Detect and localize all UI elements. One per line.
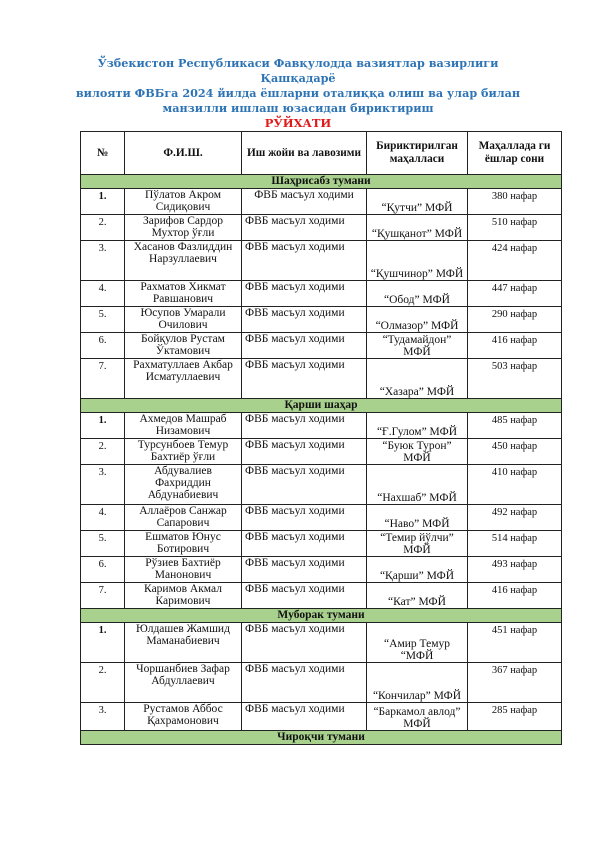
document-subtitle: РЎЙХАТИ xyxy=(264,116,332,130)
table-row xyxy=(81,281,562,307)
person-name: Рустамов Аббос Қахрамонович xyxy=(125,703,242,731)
table-row xyxy=(81,557,562,583)
job-title: ФВБ масъул ходими xyxy=(242,505,367,531)
job-title: ФВБ масъул ходими xyxy=(242,623,367,663)
table-row xyxy=(81,663,562,703)
youth-count: 485 нафар xyxy=(468,413,562,439)
table-row xyxy=(81,531,562,557)
row-number: 5. xyxy=(81,307,125,333)
job-title: ФВБ масъул ходими xyxy=(242,281,367,307)
person-name: Каримов Акмал Каримович xyxy=(125,583,242,609)
mahalla-name: “Обод” МФЙ xyxy=(367,281,468,307)
youth-count: 493 нафар xyxy=(468,557,562,583)
job-title: ФВБ масъул ходими xyxy=(242,241,367,281)
job-title: ФВБ масъул ходими xyxy=(242,307,367,333)
table-header-row xyxy=(81,132,562,175)
row-number: 2. xyxy=(81,215,125,241)
row-number: 1. xyxy=(81,623,125,663)
mahalla-name: “Амир Темур “МФЙ xyxy=(367,623,468,663)
col-header-youth-count: Маҳаллада ги ёшлар сони xyxy=(468,132,562,175)
section-title: Шаҳрисабз тумани xyxy=(81,175,562,189)
table-row xyxy=(81,359,562,399)
youth-count: 503 нафар xyxy=(468,359,562,399)
document-title xyxy=(60,56,536,116)
table-row xyxy=(81,215,562,241)
youth-count: 492 нафар xyxy=(468,505,562,531)
mahalla-name: “Қушқанот” МФЙ xyxy=(367,215,468,241)
mahalla-name: “Темир йўлчи” МФЙ xyxy=(367,531,468,557)
col-header-fio: Ф.И.Ш. xyxy=(125,132,242,175)
person-name: Ахмедов Машраб Низамович xyxy=(125,413,242,439)
document-header xyxy=(60,56,536,130)
col-header-job: Иш жойи ва лавозими xyxy=(242,132,367,175)
table-row xyxy=(81,623,562,663)
job-title: ФВБ масъул ходими xyxy=(242,557,367,583)
person-name: Рахматуллаев Акбар Исматуллаевич xyxy=(125,359,242,399)
row-number: 6. xyxy=(81,333,125,359)
table-row xyxy=(81,413,562,439)
job-title: ФВБ масъул ходими xyxy=(242,189,367,215)
title-line: вилояти ФВБга 2024 йилда ёшларни оталиққа олиш ва улар билан xyxy=(75,86,521,100)
mahalla-name: “Олмазор” МФЙ xyxy=(367,307,468,333)
person-name: Пўлатов Акром Сидиқович xyxy=(125,189,242,215)
person-name: Хасанов Фазлиддин Нарзуллаевич xyxy=(125,241,242,281)
job-title: ФВБ масъул ходими xyxy=(242,465,367,505)
person-name: Чоршанбиев Зафар Абдуллаевич xyxy=(125,663,242,703)
col-header-number: № xyxy=(81,132,125,175)
table-row xyxy=(81,439,562,465)
job-title: ФВБ масъул ходими xyxy=(242,333,367,359)
job-title: ФВБ масъул ходими xyxy=(242,439,367,465)
youth-count: 410 нафар xyxy=(468,465,562,505)
mahalla-name: “Тудамайдон” МФЙ xyxy=(367,333,468,359)
row-number: 6. xyxy=(81,557,125,583)
row-number: 1. xyxy=(81,189,125,215)
assignment-table xyxy=(80,131,562,745)
youth-count: 380 нафар xyxy=(468,189,562,215)
row-number: 2. xyxy=(81,439,125,465)
person-name: Турсунбоев Темур Бахтиёр ўғли xyxy=(125,439,242,465)
title-line: Ўзбекистон Республикаси Фавқулодда вазиятлар вазирлиги Қашқадарё xyxy=(97,56,499,85)
job-title: ФВБ масъул ходими xyxy=(242,531,367,557)
section-title: Қарши шаҳар xyxy=(81,399,562,413)
table-row xyxy=(81,333,562,359)
table-body xyxy=(81,175,562,745)
person-name: Рўзиев Бахтиёр Манонович xyxy=(125,557,242,583)
row-number: 7. xyxy=(81,583,125,609)
job-title: ФВБ масъул ходими xyxy=(242,215,367,241)
mahalla-name: “Нахшаб” МФЙ xyxy=(367,465,468,505)
row-number: 3. xyxy=(81,465,125,505)
mahalla-name: “Буюк Турон” МФЙ xyxy=(367,439,468,465)
mahalla-name: “Ғ.Гулом” МФЙ xyxy=(367,413,468,439)
youth-count: 416 нафар xyxy=(468,333,562,359)
job-title: ФВБ масъул ходими xyxy=(242,703,367,731)
mahalla-name: “Қушчинор” МФЙ xyxy=(367,241,468,281)
youth-count: 416 нафар xyxy=(468,583,562,609)
mahalla-name: “Қутчи” МФЙ xyxy=(367,189,468,215)
youth-count: 424 нафар xyxy=(468,241,562,281)
mahalla-name: “Кат” МФЙ xyxy=(367,583,468,609)
person-name: Аллаёров Санжар Сапарович xyxy=(125,505,242,531)
row-number: 2. xyxy=(81,663,125,703)
mahalla-name: “Баркамол авлод” МФЙ xyxy=(367,703,468,731)
youth-count: 451 нафар xyxy=(468,623,562,663)
mahalla-name: “Наво” МФЙ xyxy=(367,505,468,531)
youth-count: 290 нафар xyxy=(468,307,562,333)
table-row xyxy=(81,703,562,731)
row-number: 3. xyxy=(81,241,125,281)
title-line: манзилли ишлаш юзасидан бириктириш xyxy=(162,101,434,115)
job-title: ФВБ масъул ходими xyxy=(242,663,367,703)
mahalla-name: “Кончилар” МФЙ xyxy=(367,663,468,703)
youth-count: 510 нафар xyxy=(468,215,562,241)
youth-count: 447 нафар xyxy=(468,281,562,307)
person-name: Абдувалиев Фахриддин Абдунабиевич xyxy=(125,465,242,505)
row-number: 4. xyxy=(81,505,125,531)
section-row xyxy=(81,175,562,189)
person-name: Бойқулов Рустам Ўктамович xyxy=(125,333,242,359)
mahalla-name: “Хазара” МФЙ xyxy=(367,359,468,399)
row-number: 3. xyxy=(81,703,125,731)
person-name: Зарифов Сардор Мухтор ўғли xyxy=(125,215,242,241)
section-title: Чироқчи тумани xyxy=(81,731,562,745)
job-title: ФВБ масъул ходими xyxy=(242,413,367,439)
section-row xyxy=(81,609,562,623)
section-title: Муборак тумани xyxy=(81,609,562,623)
col-header-mahalla: Бириктирилган маҳалласи xyxy=(367,132,468,175)
row-number: 1. xyxy=(81,413,125,439)
youth-count: 285 нафар xyxy=(468,703,562,731)
person-name: Юсупов Умарали Очилович xyxy=(125,307,242,333)
person-name: Рахматов Хикмат Равшанович xyxy=(125,281,242,307)
youth-count: 367 нафар xyxy=(468,663,562,703)
person-name: Юлдашев Жамшид Маманабиевич xyxy=(125,623,242,663)
table-row xyxy=(81,307,562,333)
row-number: 5. xyxy=(81,531,125,557)
table-row xyxy=(81,465,562,505)
table-row xyxy=(81,189,562,215)
job-title: ФВБ масъул ходими xyxy=(242,359,367,399)
person-name: Ешматов Юнус Ботирович xyxy=(125,531,242,557)
section-row xyxy=(81,731,562,745)
youth-count: 514 нафар xyxy=(468,531,562,557)
mahalla-name: “Қарши” МФЙ xyxy=(367,557,468,583)
table-row xyxy=(81,583,562,609)
table-row xyxy=(81,505,562,531)
section-row xyxy=(81,399,562,413)
table-row xyxy=(81,241,562,281)
job-title: ФВБ масъул ходими xyxy=(242,583,367,609)
row-number: 4. xyxy=(81,281,125,307)
youth-count: 450 нафар xyxy=(468,439,562,465)
row-number: 7. xyxy=(81,359,125,399)
